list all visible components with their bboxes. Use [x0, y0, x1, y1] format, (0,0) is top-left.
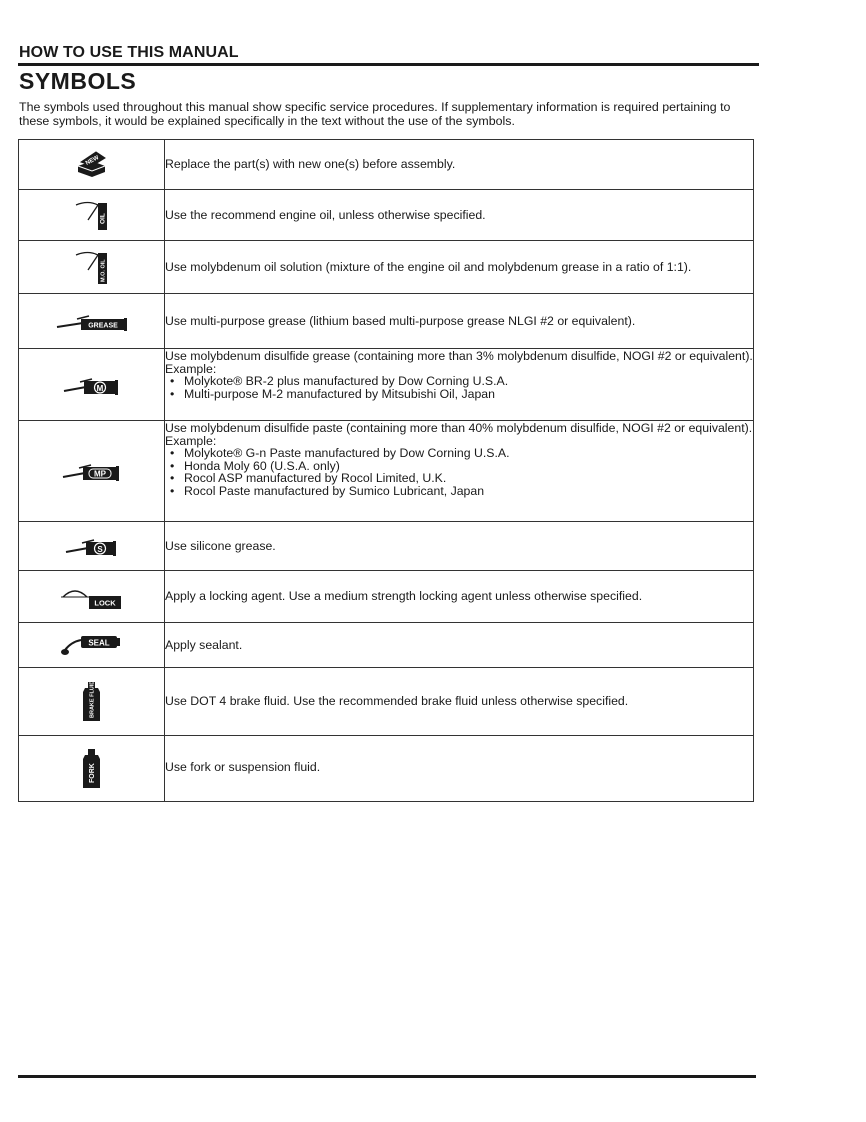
- icon-cell: [19, 571, 165, 623]
- list-item: • Molykote® G-n Paste manufactured by Dow Corning U.S.A.: [165, 447, 753, 460]
- symbol-description: Use silicone grease.: [165, 522, 754, 571]
- symbol-description: Use molybdenum oil solution (mixture of the engine oil and molybdenum grease in a ratio of 1:1).: [165, 241, 754, 294]
- fork-fluid-icon: [79, 748, 105, 790]
- silicone-grease-icon: [64, 535, 120, 557]
- symbol-description: Use molybdenum disulfide paste (containing more than 40% molybdenum disulfide, NOGI #2 or equivalent).: [165, 421, 753, 435]
- table-row: [19, 736, 754, 802]
- symbol-description-cell: [165, 421, 754, 522]
- icon-cell: [19, 736, 165, 802]
- moly-paste-icon: [61, 460, 123, 482]
- section-header: HOW TO USE THIS MANUAL: [19, 44, 239, 61]
- symbols-table: [18, 139, 754, 802]
- sealant-icon: [59, 633, 125, 657]
- moly-oil-solution-icon: [72, 248, 112, 286]
- table-row: [19, 190, 754, 241]
- footer-rule: [18, 1075, 756, 1078]
- symbol-description: Use fork or suspension fluid.: [165, 736, 754, 802]
- moly-grease-icon: [62, 374, 122, 396]
- example-list: [165, 375, 753, 400]
- page-title: SYMBOLS: [19, 68, 137, 94]
- oil-icon-label: OIL: [99, 213, 106, 224]
- table-row: [19, 241, 754, 294]
- symbol-description: Use the recommend engine oil, unless otherwise specified.: [165, 190, 754, 241]
- table-row: [19, 349, 754, 421]
- brake-fluid-icon: [79, 681, 105, 723]
- brake-fluid-icon-label: BRAKE FLUID: [89, 680, 95, 718]
- icon-cell: [19, 623, 165, 668]
- icon-cell: [19, 421, 165, 522]
- locking-agent-icon: [59, 583, 125, 611]
- new-part-icon: [72, 150, 112, 180]
- example-list: [165, 447, 753, 497]
- symbol-description: Apply a locking agent. Use a medium strength locking agent unless otherwise specified.: [165, 571, 754, 623]
- lock-icon-label: LOCK: [93, 598, 116, 607]
- engine-oil-icon: [72, 198, 112, 232]
- icon-cell: [19, 140, 165, 190]
- silicone-icon-label: S: [96, 545, 103, 554]
- symbol-description: Apply sealant.: [165, 623, 754, 668]
- symbol-description: Use multi-purpose grease (lithium based multi-purpose grease NLGI #2 or equivalent).: [165, 294, 754, 349]
- icon-cell: [19, 522, 165, 571]
- example-label: Example:: [165, 361, 217, 376]
- symbol-description-cell: [165, 349, 754, 421]
- table-row: [19, 522, 754, 571]
- icon-cell: [19, 241, 165, 294]
- header-rule: [18, 63, 759, 66]
- grease-icon: [55, 310, 129, 332]
- table-row: [19, 294, 754, 349]
- list-item: • Rocol ASP manufactured by Rocol Limited, U.K.: [165, 472, 753, 485]
- table-row: [19, 421, 754, 522]
- moly-grease-icon-label: M: [96, 383, 103, 393]
- icon-cell: [19, 668, 165, 736]
- intro-paragraph: The symbols used throughout this manual show specific service procedures. If supplementary information is required pertaining to these symbols, it would be explained specifically in the text without the use of the symbols.: [19, 100, 731, 128]
- icon-cell: [19, 294, 165, 349]
- list-item: • Molykote® BR-2 plus manufactured by Dow Corning U.S.A.: [165, 375, 753, 388]
- symbol-description: Use molybdenum disulfide grease (containing more than 3% molybdenum disulfide, NOGI #2 or equivalent).: [165, 349, 753, 363]
- seal-icon-label: SEAL: [87, 638, 110, 648]
- moly-paste-icon-label: MP: [93, 469, 106, 479]
- list-item: • Honda Moly 60 (U.S.A. only): [165, 460, 753, 473]
- table-row: [19, 623, 754, 668]
- list-item: • Rocol Paste manufactured by Sumico Lubricant, Japan: [165, 485, 753, 498]
- example-label: Example:: [165, 433, 217, 448]
- fork-fluid-icon-label: FORK: [88, 762, 96, 783]
- icon-cell: [19, 190, 165, 241]
- new-icon-label: NEW: [84, 154, 100, 167]
- table-row: [19, 668, 754, 736]
- grease-icon-label: GREASE: [87, 322, 118, 330]
- icon-cell: [19, 349, 165, 421]
- list-item: • Multi-purpose M-2 manufactured by Mitsubishi Oil, Japan: [165, 388, 753, 401]
- mo-oil-icon-label: M.O. OIL: [100, 259, 106, 282]
- table-row: [19, 140, 754, 190]
- table-row: [19, 571, 754, 623]
- symbol-description: Use DOT 4 brake fluid. Use the recommended brake fluid unless otherwise specified.: [165, 668, 754, 736]
- symbol-description: Replace the part(s) with new one(s) before assembly.: [165, 140, 754, 190]
